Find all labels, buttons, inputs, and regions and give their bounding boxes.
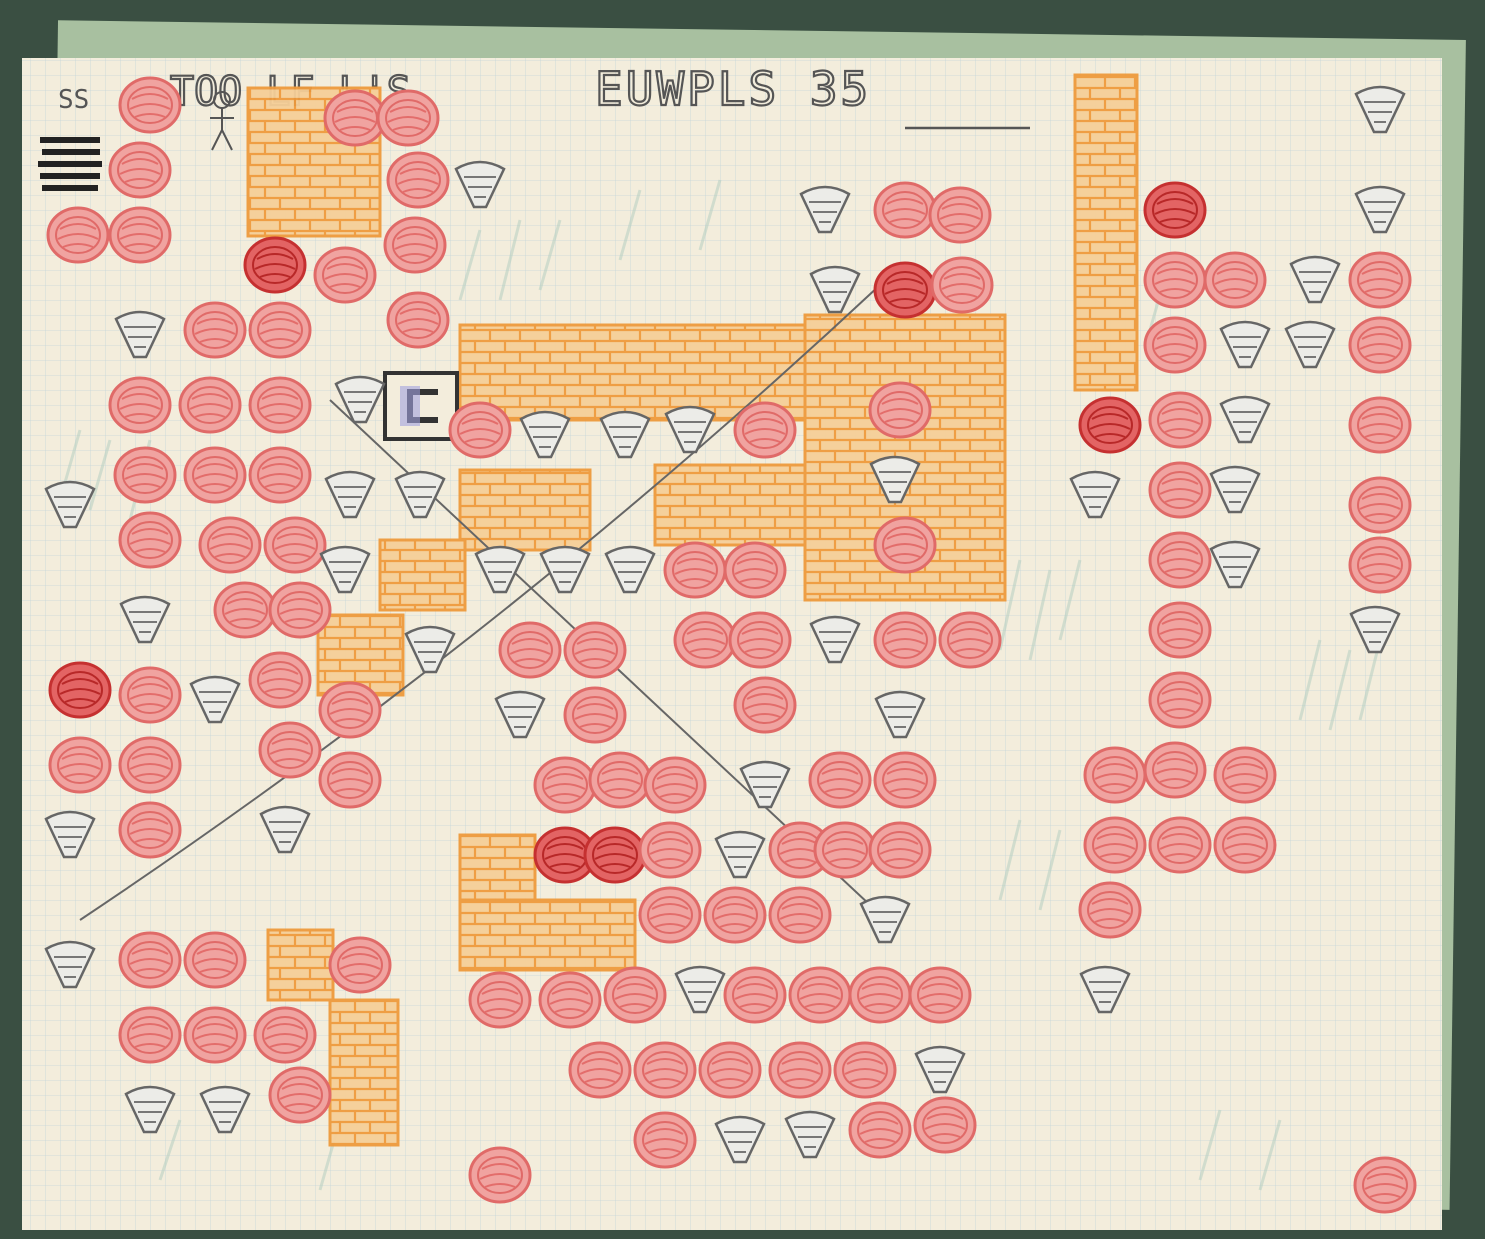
boulder-icon [1150,463,1210,517]
boulder-icon [665,543,725,597]
boulder-icon [585,828,645,882]
boulder-icon [185,1008,245,1062]
boulder-icon [535,758,595,812]
boulder-icon [1205,253,1265,307]
boulder-icon [255,1008,315,1062]
boulder-icon [590,753,650,807]
boulder-icon [180,378,240,432]
brick-wall [460,900,635,970]
boulder-icon [325,91,385,145]
boulder-icon [378,91,438,145]
boulder-icon [250,653,310,707]
boulder-icon [605,968,665,1022]
brick-wall [318,615,403,695]
boulder-icon [200,518,260,572]
boulder-icon [850,968,910,1022]
boulder-icon [875,518,935,572]
boulder-icon [1215,748,1275,802]
boulder-icon [1085,748,1145,802]
boulder-icon [320,753,380,807]
boulder-icon [870,823,930,877]
boulder-icon [388,153,448,207]
boulder-icon [705,888,765,942]
boulder-icon [540,973,600,1027]
boulder-icon [1145,253,1205,307]
boulder-icon [1350,538,1410,592]
boulder-icon [120,78,180,132]
boulder-icon [1145,743,1205,797]
boulder-icon [250,378,310,432]
boulder-icon [185,448,245,502]
boulder-icon [1085,818,1145,872]
boulder-icon [870,383,930,437]
boulder-icon [1355,1158,1415,1212]
boulder-icon [500,623,560,677]
boulder-icon [1350,318,1410,372]
boulder-icon [120,933,180,987]
boulder-icon [635,1113,695,1167]
boulder-icon [1080,398,1140,452]
boulder-icon [1145,183,1205,237]
boulder-icon [260,723,320,777]
boulder-icon [915,1098,975,1152]
boulder-icon [875,753,935,807]
boulder-icon [250,303,310,357]
boulder-icon [835,1043,895,1097]
boulder-icon [245,238,305,292]
boulder-icon [940,613,1000,667]
boulder-icon [1215,818,1275,872]
boulder-icon [385,218,445,272]
boulder-icon [265,518,325,572]
boulder-icon [270,583,330,637]
boulder-icon [725,968,785,1022]
boulder-icon [640,823,700,877]
boulder-icon [790,968,850,1022]
brick-wall [460,835,535,905]
boulder-icon [470,1148,530,1202]
exit-door-icon [385,373,457,439]
boulder-icon [570,1043,630,1097]
boulder-icon [110,378,170,432]
boulder-icon [735,403,795,457]
brick-wall [330,1000,398,1145]
boulder-icon [815,823,875,877]
boulder-icon [1145,318,1205,372]
boulder-icon [770,888,830,942]
boulder-icon [910,968,970,1022]
brick-wall [655,465,805,545]
boulder-icon [50,663,110,717]
boulder-icon [388,293,448,347]
boulder-icon [700,1043,760,1097]
boulder-icon [450,403,510,457]
brick-wall [268,930,333,1000]
corner-scribble: SS [58,85,90,115]
boulder-icon [635,1043,695,1097]
boulder-icon [850,1103,910,1157]
boulder-icon [185,933,245,987]
boulder-icon [120,738,180,792]
boulder-icon [250,448,310,502]
boulder-icon [110,143,170,197]
boulder-icon [725,543,785,597]
boulder-icon [932,258,992,312]
boulder-icon [215,583,275,637]
boulder-icon [1150,533,1210,587]
boulder-icon [1150,673,1210,727]
boulder-icon [770,1043,830,1097]
brick-wall [1075,75,1137,390]
boulder-icon [50,738,110,792]
title-right: EUWPLS 35 [595,62,872,116]
boulder-icon [120,803,180,857]
boulder-icon [735,678,795,732]
boulder-icon [930,188,990,242]
boulder-icon [470,973,530,1027]
boulder-icon [565,623,625,677]
boulder-icon [120,668,180,722]
boulder-icon [1350,398,1410,452]
boulder-icon [315,248,375,302]
boulder-icon [1150,603,1210,657]
boulder-icon [110,208,170,262]
boulder-icon [120,513,180,567]
boulder-icon [565,688,625,742]
boulder-icon [185,303,245,357]
boulder-icon [645,758,705,812]
boulder-icon [270,1068,330,1122]
boulder-icon [730,613,790,667]
boulder-icon [1080,883,1140,937]
boulder-icon [1350,478,1410,532]
boulder-icon [1150,393,1210,447]
brick-wall [380,540,465,610]
boulder-icon [675,613,735,667]
boulder-icon [330,938,390,992]
boulder-icon [120,1008,180,1062]
brick-wall [460,470,590,550]
boulder-icon [320,683,380,737]
boulder-icon [48,208,108,262]
boulder-icon [810,753,870,807]
title-left: TOO [170,69,243,115]
boulder-icon [115,448,175,502]
boulder-icon [1150,818,1210,872]
boulder-icon [640,888,700,942]
boulder-icon [875,263,935,317]
boulder-icon [875,183,935,237]
boulder-icon [875,613,935,667]
boulder-icon [1350,253,1410,307]
